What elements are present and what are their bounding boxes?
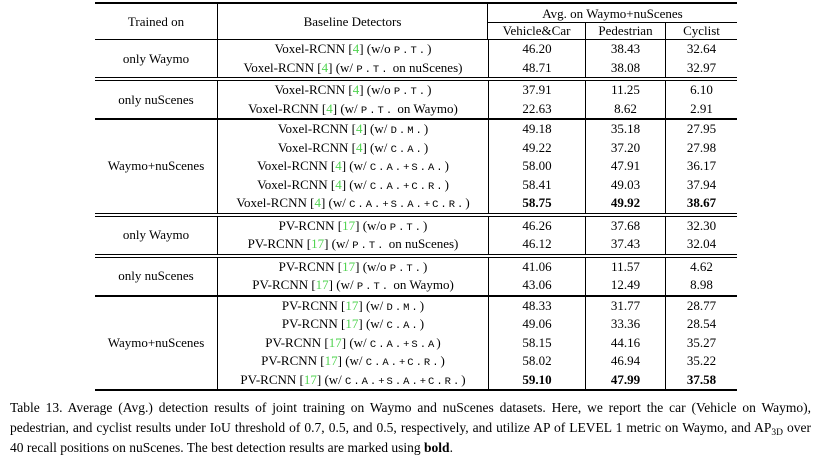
detector-cell — [218, 334, 488, 353]
trained-on-cell: Waymo+nuScenes — [95, 297, 218, 390]
detector-label-text: ) — [423, 217, 428, 233]
detector-label-text: ] (w/ — [341, 158, 370, 173]
value-cell: 38.08 — [585, 59, 665, 78]
detector-cell — [218, 176, 488, 195]
table-body — [95, 40, 737, 389]
method-token: P.T. — [393, 86, 428, 98]
trained-on-group — [95, 213, 737, 254]
detector-cell — [218, 157, 488, 176]
group-rows — [218, 81, 737, 118]
trained-on-cell: only Waymo — [95, 217, 218, 254]
value-cell: 37.43 — [585, 235, 665, 254]
value-cell: 58.75 — [488, 194, 585, 213]
value-cell: 38.43 — [585, 40, 665, 59]
header-baseline-detectors: Baseline Detectors — [218, 4, 488, 39]
results-table — [95, 2, 737, 391]
detector-label-text: Voxel-RCNN [ — [257, 176, 336, 192]
citation-ref[interactable]: 17 — [345, 297, 359, 313]
group-rows — [218, 297, 737, 390]
detector-label-text: ) — [427, 41, 432, 56]
detector-cell — [218, 100, 488, 119]
detector-cell — [218, 81, 488, 100]
method-token: P.T. — [352, 240, 386, 252]
value-cell: 59.10 — [488, 371, 585, 390]
value-cell: 46.20 — [488, 40, 585, 59]
method-token: C.A. — [390, 143, 424, 156]
caption-bold-word: bold — [424, 440, 450, 455]
value-cell: 48.71 — [488, 59, 585, 78]
table-row — [218, 120, 737, 139]
value-cell: 12.49 — [585, 276, 665, 295]
detector-label-text: ] (w/o — [359, 41, 394, 56]
value-cell: 43.06 — [488, 276, 585, 295]
value-cell: 32.30 — [665, 217, 737, 236]
method-token: P.T. — [356, 281, 391, 293]
value-cell: 2.91 — [665, 100, 737, 119]
caption-text: . — [449, 440, 453, 455]
citation-ref[interactable]: 17 — [342, 258, 356, 274]
method-token: P.T. — [389, 262, 423, 275]
table-row — [218, 276, 737, 295]
value-cell: 32.64 — [665, 40, 737, 59]
detector-label-text: ] (w/ — [358, 316, 387, 331]
table-row — [218, 297, 737, 316]
method-token: P.T. — [393, 45, 428, 57]
citation-ref[interactable]: 4 — [314, 195, 321, 210]
detector-label-text: PV-RCNN [ — [265, 334, 329, 350]
value-cell: 8.98 — [665, 276, 737, 295]
header-vehicle-car: Vehicle&Car — [502, 23, 571, 38]
method-token: C.A.+S.A.+C.R. — [345, 375, 462, 388]
table-row — [218, 40, 737, 59]
method-token: C.A.+S.A.+C.R. — [349, 199, 466, 211]
table-row — [218, 217, 737, 236]
trained-on-group — [95, 118, 737, 213]
detector-label-text: Voxel-RCNN [ — [274, 41, 353, 56]
trained-on-cell: only nuScenes — [95, 258, 218, 295]
citation-ref[interactable]: 17 — [345, 316, 359, 331]
detector-cell — [218, 40, 488, 59]
table-row — [218, 81, 737, 100]
detector-cell — [218, 352, 488, 371]
value-cell: 44.16 — [585, 334, 665, 353]
method-token: C.A.+C.R. — [365, 357, 441, 369]
detector-label-text: Voxel-RCNN [ — [274, 82, 353, 97]
table-row — [218, 176, 737, 195]
detector-cell — [218, 258, 488, 277]
value-cell: 58.02 — [488, 352, 585, 371]
detector-label-text: ) — [440, 353, 445, 368]
value-cell: 35.22 — [665, 352, 737, 371]
citation-ref[interactable]: 17 — [342, 217, 356, 233]
citation-ref[interactable]: 17 — [328, 334, 342, 350]
value-cell: 33.36 — [585, 315, 665, 334]
method-token: P.T. — [389, 221, 423, 234]
detector-cell — [218, 276, 488, 295]
table-row — [218, 139, 737, 158]
citation-ref[interactable]: 4 — [335, 176, 342, 192]
detector-label-text: ] (w/o — [359, 82, 394, 97]
detector-label-text: ] (w/ — [341, 176, 370, 192]
detector-cell — [218, 194, 488, 213]
value-cell: 37.20 — [585, 139, 665, 158]
value-cell: 4.62 — [665, 258, 737, 277]
detector-label-text: PV-RCNN [ — [278, 217, 343, 233]
header-avg-label: Avg. on Waymo+nuScenes — [488, 4, 737, 23]
detector-label-text: PV-RCNN [ — [281, 316, 346, 331]
detector-label-text: PV-RCNN [ — [252, 277, 316, 292]
table-row — [218, 157, 737, 176]
table-header — [95, 4, 737, 40]
value-cell: 47.99 — [585, 371, 665, 390]
table-caption — [10, 398, 811, 458]
detector-label-text: PV-RCNN [ — [240, 371, 304, 387]
detector-label-text: ) — [423, 139, 429, 155]
detector-label-text: Voxel-RCNN [ — [257, 158, 336, 173]
value-cell: 35.27 — [665, 334, 737, 353]
method-token: C.A. — [386, 320, 420, 332]
group-rows — [218, 120, 737, 213]
detector-label-text: on nuScenes) — [389, 59, 463, 75]
citation-ref[interactable]: 4 — [352, 82, 360, 97]
citation-ref[interactable]: 17 — [303, 371, 317, 387]
method-token: D.M. — [386, 301, 420, 314]
detector-cell — [218, 120, 488, 139]
detector-label-text: ] (w/ — [320, 195, 350, 210]
value-cell: 28.77 — [665, 297, 737, 316]
value-cell: 36.17 — [665, 157, 737, 176]
trained-on-group — [95, 77, 737, 118]
detector-label-text: ] (w/ — [324, 236, 353, 251]
table-row — [218, 371, 737, 390]
detector-label-text: ) — [423, 258, 428, 274]
trained-on-cell: Waymo+nuScenes — [95, 120, 218, 213]
value-cell: 49.03 — [585, 176, 665, 195]
value-cell: 58.41 — [488, 176, 585, 195]
detector-label-text: on Waymo) — [394, 100, 458, 116]
trained-on-cell: only Waymo — [95, 40, 218, 77]
group-rows — [218, 258, 737, 295]
value-cell: 49.18 — [488, 120, 585, 139]
detector-label-text: ] (w/ — [337, 353, 366, 368]
detector-label-text: ) — [427, 82, 432, 97]
detector-label-text: ) — [465, 195, 470, 210]
method-token: C.A.+S.A. — [369, 162, 445, 174]
value-cell: 22.63 — [488, 100, 585, 119]
method-token: P.T. — [360, 104, 395, 117]
detector-label-text: ) — [419, 297, 425, 313]
value-cell: 41.06 — [488, 258, 585, 277]
detector-cell — [218, 217, 488, 236]
detector-cell — [218, 315, 488, 334]
detector-cell — [218, 371, 488, 390]
value-cell: 49.06 — [488, 315, 585, 334]
value-cell: 58.00 — [488, 157, 585, 176]
detector-label-text: ] (w/o — [355, 217, 390, 233]
value-cell: 11.57 — [585, 258, 665, 277]
detector-label-text: ] (w/ — [362, 139, 391, 155]
citation-ref[interactable]: 4 — [326, 100, 333, 116]
subscript-3d: 3D — [771, 428, 783, 438]
value-cell: 8.62 — [585, 100, 665, 119]
detector-label-text: ] (w/ — [358, 297, 387, 313]
detector-label-text: ] (w/ — [316, 371, 346, 387]
group-rows — [218, 40, 737, 77]
table-row — [218, 315, 737, 334]
value-cell: 28.54 — [665, 315, 737, 334]
detector-label-text: ) — [444, 176, 449, 192]
header-pedestrian: Pedestrian — [585, 23, 665, 39]
group-rows — [218, 217, 737, 254]
citation-ref[interactable]: 17 — [324, 353, 338, 368]
value-cell: 37.68 — [585, 217, 665, 236]
detector-label-text: Voxel-RCNN [ — [236, 195, 315, 210]
citation-ref[interactable]: 4 — [321, 59, 329, 75]
detector-label-text: ) — [423, 121, 429, 136]
detector-label-text: PV-RCNN [ — [261, 353, 325, 368]
value-cell: 27.98 — [665, 139, 737, 158]
header-cyclist: Cyclist — [665, 23, 737, 39]
detector-label-text: PV-RCNN [ — [281, 297, 346, 313]
citation-ref[interactable]: 17 — [315, 277, 329, 292]
detector-cell — [218, 139, 488, 158]
header-trained-on: Trained on — [95, 4, 218, 39]
value-cell: 6.10 — [665, 81, 737, 100]
method-token: P.T. — [356, 63, 390, 76]
method-token: C.A.+S.A — [369, 338, 437, 351]
detector-label-text: Voxel-RCNN [ — [277, 139, 356, 155]
citation-ref[interactable]: 4 — [352, 41, 360, 56]
value-cell: 37.58 — [665, 371, 737, 390]
value-cell: 47.91 — [585, 157, 665, 176]
value-cell: 58.15 — [488, 334, 585, 353]
detector-label-text: on Waymo) — [390, 277, 454, 292]
table-row — [218, 334, 737, 353]
table-row — [218, 352, 737, 371]
method-token: C.A.+C.R. — [369, 180, 445, 193]
detector-cell — [218, 297, 488, 316]
detector-cell — [218, 235, 488, 254]
trained-on-group — [95, 254, 737, 295]
detector-label-text: PV-RCNN [ — [247, 236, 312, 251]
value-cell: 27.95 — [665, 120, 737, 139]
method-token: D.M. — [390, 125, 424, 137]
value-cell: 46.12 — [488, 235, 585, 254]
value-cell: 38.67 — [665, 194, 737, 213]
citation-ref[interactable]: 4 — [355, 139, 363, 155]
trained-on-group — [95, 40, 737, 77]
value-cell: 49.92 — [585, 194, 665, 213]
detector-label-text: ) — [419, 316, 425, 331]
table-row — [218, 235, 737, 254]
table-row — [218, 194, 737, 213]
citation-ref[interactable]: 17 — [311, 236, 325, 251]
citation-ref[interactable]: 4 — [335, 158, 342, 173]
detector-label-text: ] (w/ — [341, 334, 370, 350]
header-avg-group — [488, 4, 737, 39]
detector-label-text: on nuScenes) — [385, 236, 459, 251]
detector-label-text: ] (w/ — [328, 277, 357, 292]
value-cell: 37.91 — [488, 81, 585, 100]
detector-label-text: ] (w/ — [328, 59, 357, 75]
detector-label-text: Voxel-RCNN [ — [277, 121, 356, 136]
value-cell: 46.26 — [488, 217, 585, 236]
table-row — [218, 59, 737, 78]
detector-label-text: ] (w/ — [362, 121, 391, 136]
detector-label-text: ) — [436, 334, 441, 350]
value-cell: 35.18 — [585, 120, 665, 139]
trained-on-group — [95, 295, 737, 390]
detector-label-text: PV-RCNN [ — [278, 258, 343, 274]
header-subcolumns — [488, 23, 737, 39]
detector-cell — [218, 59, 488, 78]
table-row — [218, 100, 737, 119]
value-cell: 49.22 — [488, 139, 585, 158]
value-cell: 32.97 — [665, 59, 737, 78]
detector-label-text: Voxel-RCNN [ — [248, 100, 327, 116]
table-row — [218, 258, 737, 277]
trained-on-cell: only nuScenes — [95, 81, 218, 118]
value-cell: 11.25 — [585, 81, 665, 100]
detector-label-text: ) — [461, 371, 466, 387]
caption-text: Table 13. Average (Avg.) detection results of joint training on Waymo and nuScenes datasets. Here, we report the car (Vehicle on Waymo), pedestrian, and cyclist results under IoU threshold of 0.7, 0.5, and 0.5, respectively, and utilize AP of LEVEL 1 metric on Waymo, and AP — [10, 400, 811, 435]
value-cell: 46.94 — [585, 352, 665, 371]
detector-label-text: ) — [444, 158, 449, 173]
value-cell: 37.94 — [665, 176, 737, 195]
caption-text: over 40 recall positions on nuScenes. The best detection results are marked using — [10, 420, 811, 455]
detector-label-text: ] (w/o — [355, 258, 390, 274]
citation-ref[interactable]: 4 — [355, 121, 363, 136]
value-cell: 31.77 — [585, 297, 665, 316]
detector-label-text: Voxel-RCNN [ — [243, 59, 322, 75]
detector-label-text: ] (w/ — [332, 100, 361, 116]
value-cell: 48.33 — [488, 297, 585, 316]
value-cell: 32.04 — [665, 235, 737, 254]
